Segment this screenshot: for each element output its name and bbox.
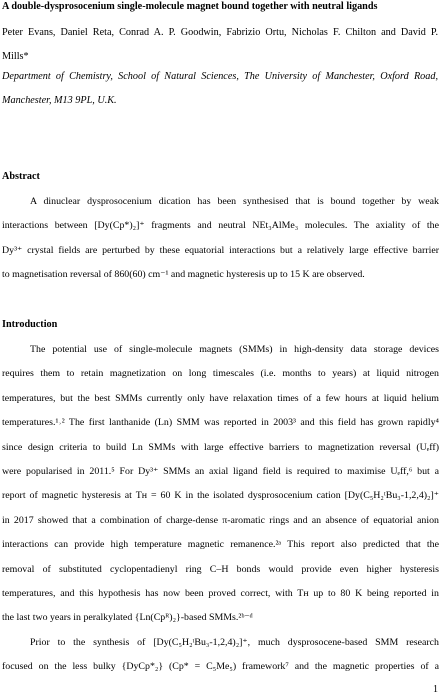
author-list (2, 23, 438, 66)
affiliation (2, 66, 438, 111)
text-line: report of magnetic hysteresis at Tʜ = 60 K in the isolated dysprosocenium cation [Dy(C₅H₂ᵗBu₃-1,2,4)₂]⁺ (2, 490, 439, 502)
paper-title: A double-dysprosocenium single-molecule magnet bound together with neutral ligands (2, 1, 378, 12)
text-line: Dy³⁺ crystal fields are perturbed by these equatorial interactions but a relatively large effective barrier (2, 244, 439, 256)
affiliation-line: Department of Chemistry, School of Natural Sciences, The University of Manchester, Oxford Road, (2, 71, 438, 82)
text-line: interactions between [Dy(Cp*)₂]⁺ fragments and neutral NEt₃AlMe₃ molecules. The axiality of the (2, 220, 439, 232)
affiliation-line: Manchester, M13 9PL, U.K. (2, 95, 117, 107)
introduction-body (2, 338, 439, 679)
text-line: removal of substituted cyclopentadienyl ring C–H bonds would provide even higher hysteresis (2, 563, 439, 575)
text-line: were popularised in 2011.⁵ For Dy³⁺ SMMs an axial ligand field is required to maximise Uₑff,⁶ but a (2, 465, 439, 477)
abstract-body (2, 190, 439, 288)
text-line: focused on the less bulky {DyCp*₂} (Cp* = C₅Me₅) framework⁷ and the magnetic properties of a (2, 661, 439, 673)
text-line: temperatures, but the best SMMs currently only have relaxation times of a few hours at liquid helium (2, 392, 439, 404)
text-line: in 2017 showed that a combination of charge-dense π-aromatic rings and an absence of equatorial anion (2, 514, 439, 526)
text-line: to magnetisation reversal of 860(60) cm⁻¹ and magnetic hysteresis up to 15 K are observed. (2, 269, 365, 281)
text-line: interactions can provide high temperature magnetic remanence.²ᵃ This report also predicted that the (2, 539, 439, 551)
text-line: temperatures.¹˒² The first lanthanide (Ln) SMM was reported in 2003³ and this field has grown rapidly⁴ (2, 417, 439, 429)
text-line: requires them to retain magnetization on long timescales (i.e. months to years) at liquid nitrogen (2, 368, 439, 380)
text-line: A dinuclear dysprosocenium dication has been synthesised that is bound together by weak (30, 196, 439, 207)
abstract-heading: Abstract (2, 171, 40, 182)
text-line: temperatures, and this hypothesis has now been proved correct, with Tʜ up to 80 K being reported in (2, 587, 439, 599)
text-line: since design criteria to build Ln SMMs with large effective barriers to magnetization reversal (Uₑff) (2, 441, 439, 453)
introduction-heading: Introduction (2, 319, 58, 330)
text-line: The potential use of single-molecule magnets (SMMs) in high-density data storage devices (30, 344, 439, 355)
page-number: 1 (433, 684, 438, 695)
author-line: Mills* (2, 51, 29, 63)
author-line: Peter Evans, Daniel Reta, Conrad A. P. Goodwin, Fabrizio Ortu, Nicholas F. Chilton and David P. (2, 27, 438, 38)
text-line: Prior to the synthesis of [Dy(C₅H₂ᵗBu₃-1,2,4)₂]⁺, much dysprosocene-based SMM research (30, 636, 439, 648)
text-line: the last two years in peralkylated {Ln(Cpᴿ)₂}-based SMMs.²ᵇ⁻ᵈ (2, 612, 253, 624)
